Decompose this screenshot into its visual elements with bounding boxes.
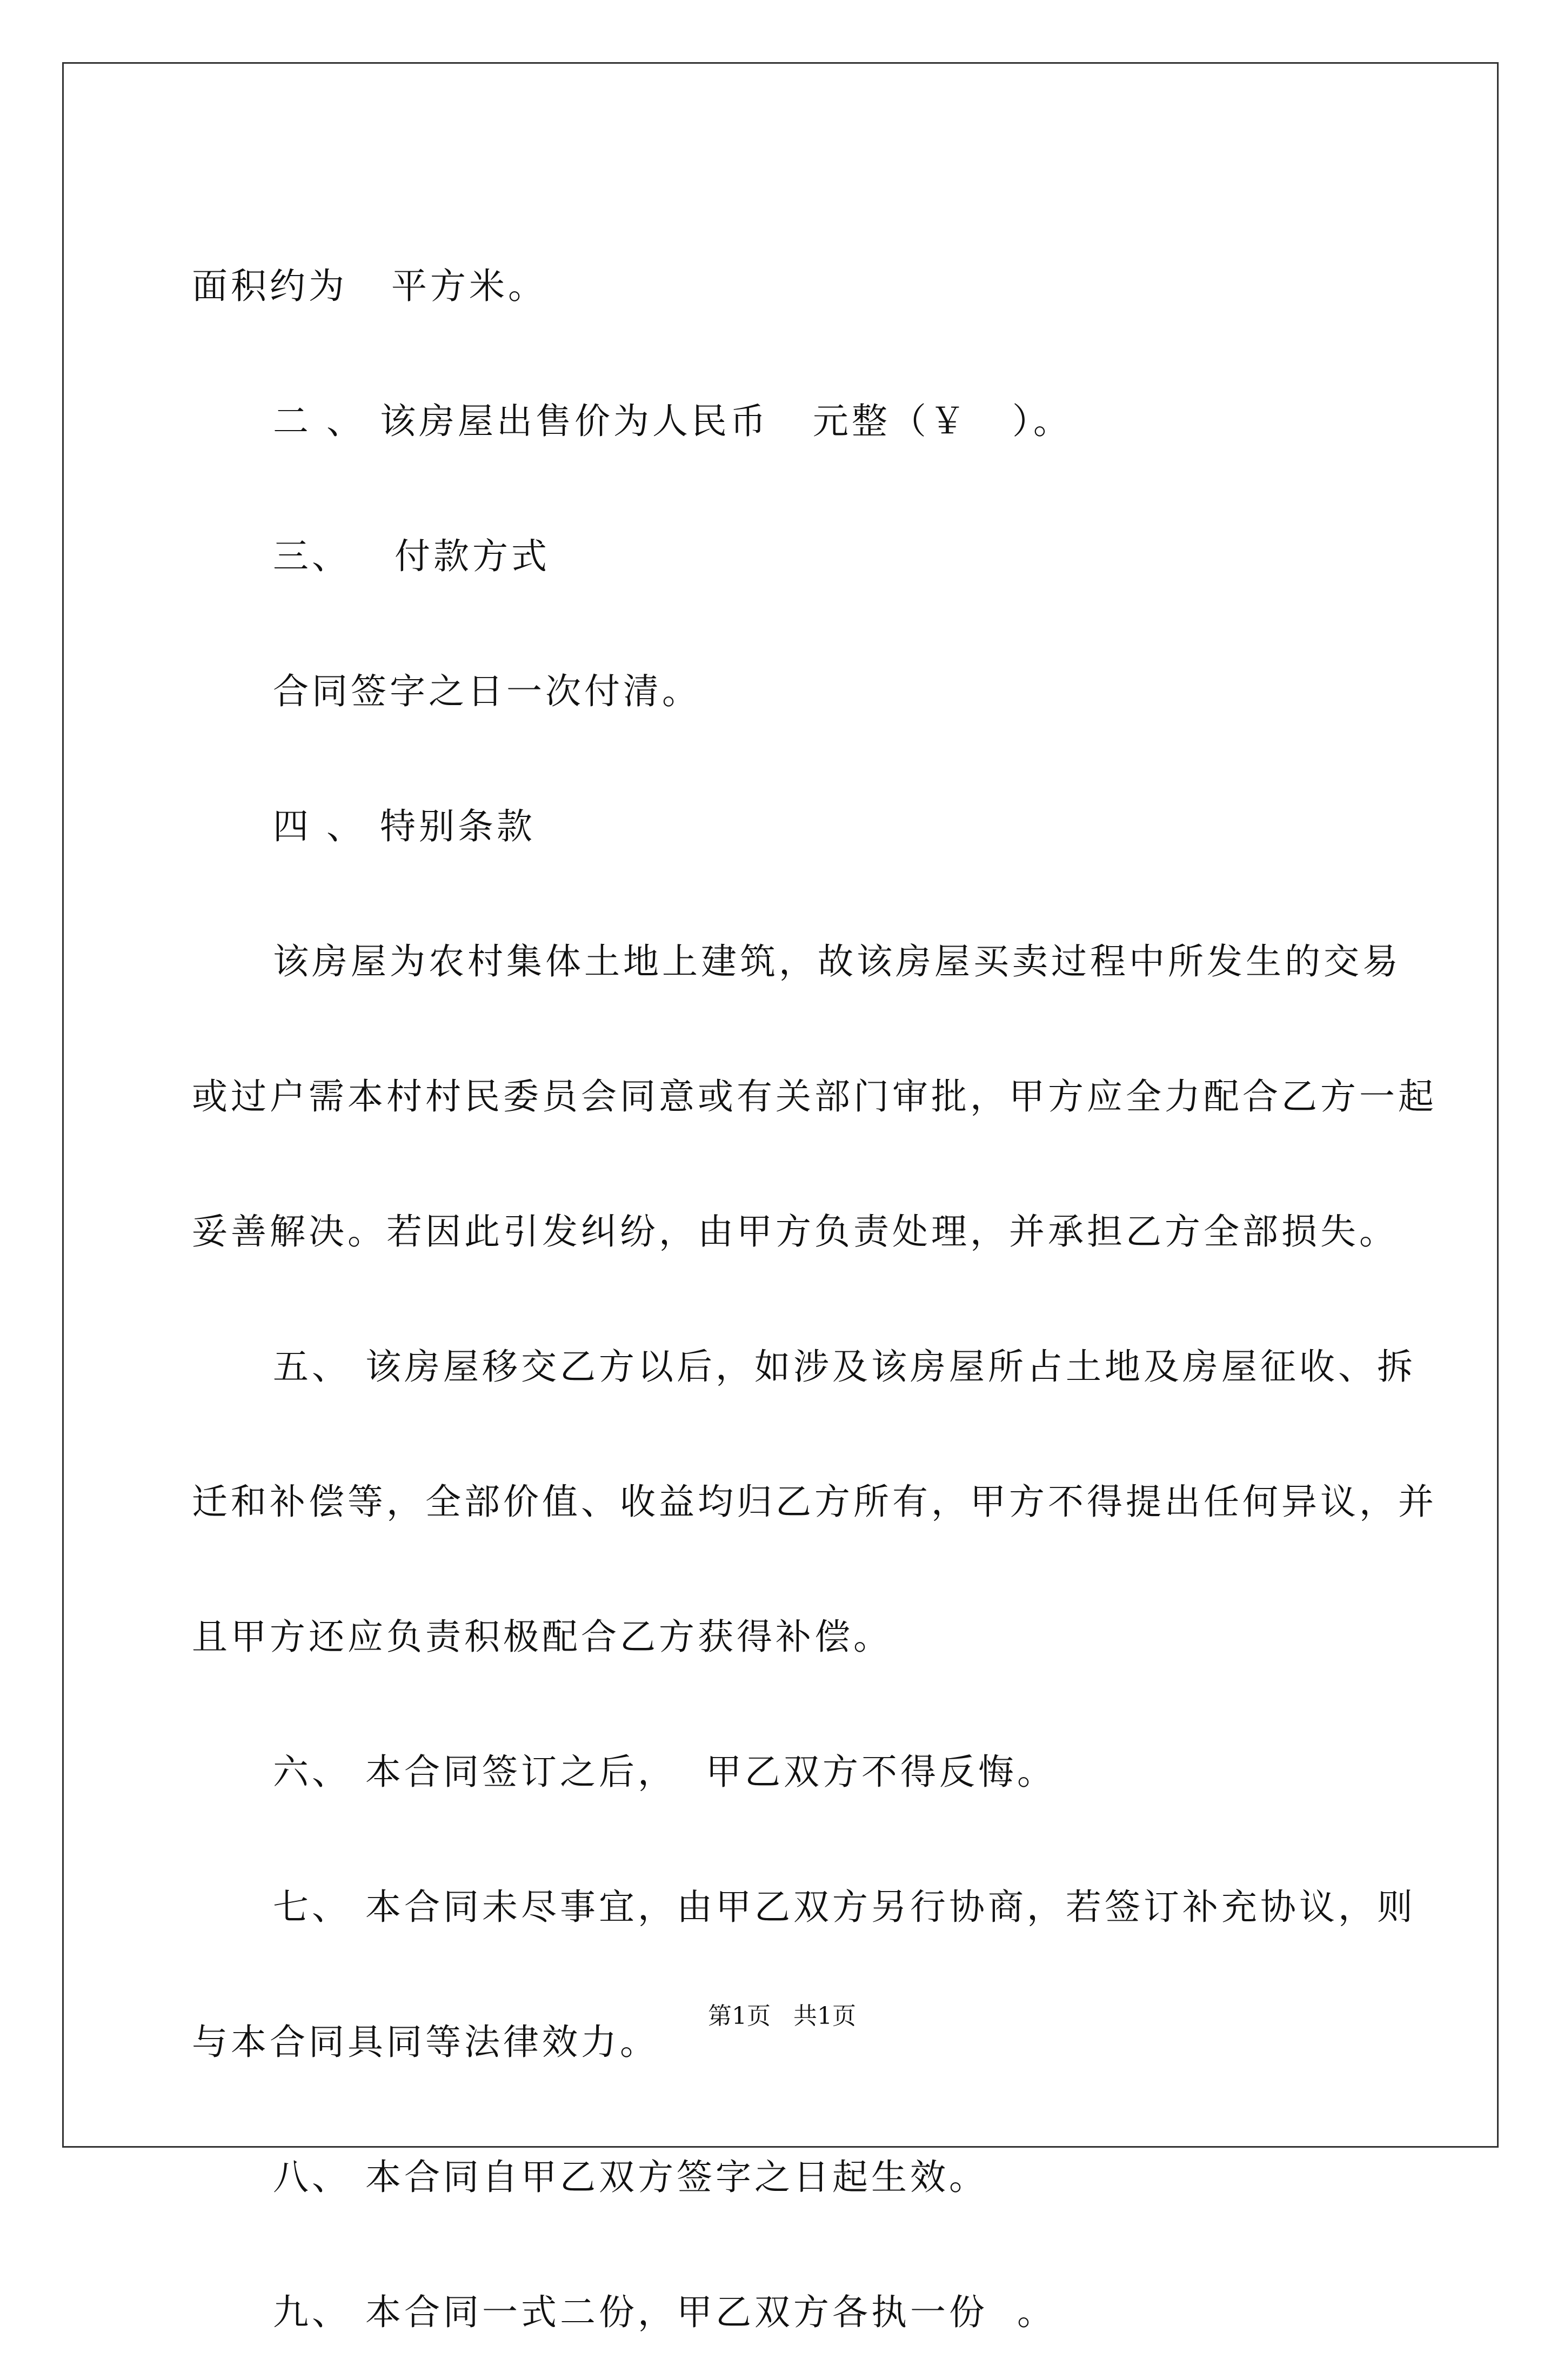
paragraph-clause-9: 九、 本合同一式二份，甲乙双方各执一份 。 [273,2291,1056,2333]
paragraph-area: 面积约为 平方米。 [192,265,547,307]
paragraph-clause-6: 六、 本合同签订之后， 甲乙双方不得反悔。 [273,1751,1056,1793]
paragraph-clause-8: 八、 本合同自甲乙双方签字之日起生效。 [273,2156,988,2198]
paragraph-clause-7: 七、 本合同未尽事宜，由甲乙双方另行协商，若签订补充协议，则与本合同具同等法律效力。 [192,1886,1416,2063]
paragraph-payment-terms: 合同签字之日一次付清。 [273,671,701,712]
document-body [192,219,1438,2380]
page-number-footer: 第1页 共1页 [708,2002,856,2030]
paragraph-clause-5: 五、 该房屋移交乙方以后，如涉及该房屋所占土地及房屋征收、拆迁和补偿等，全部价值、收益均归乙方所有，甲方不得提出任何异议，并且甲方还应负责积极配合乙方获得补偿。 [192,1346,1437,1658]
paragraph-special-terms: 该房屋为农村集体土地上建筑，故该房屋买卖过程中所发生的交易或过户需本村村民委员会同意或有关部门审批，甲方应全力配合乙方一起妥善解决。若因此引发纠纷，由甲方负责处理，并承担乙方全部损失。 [192,941,1437,1252]
paragraph-price: 二 、 该房屋出售价为人民币 元整（￥ ）。 [273,400,1072,442]
paragraph-special-title: 四 、 特别条款 [273,806,536,847]
paragraph-payment-title: 三、 付款方式 [273,535,550,577]
